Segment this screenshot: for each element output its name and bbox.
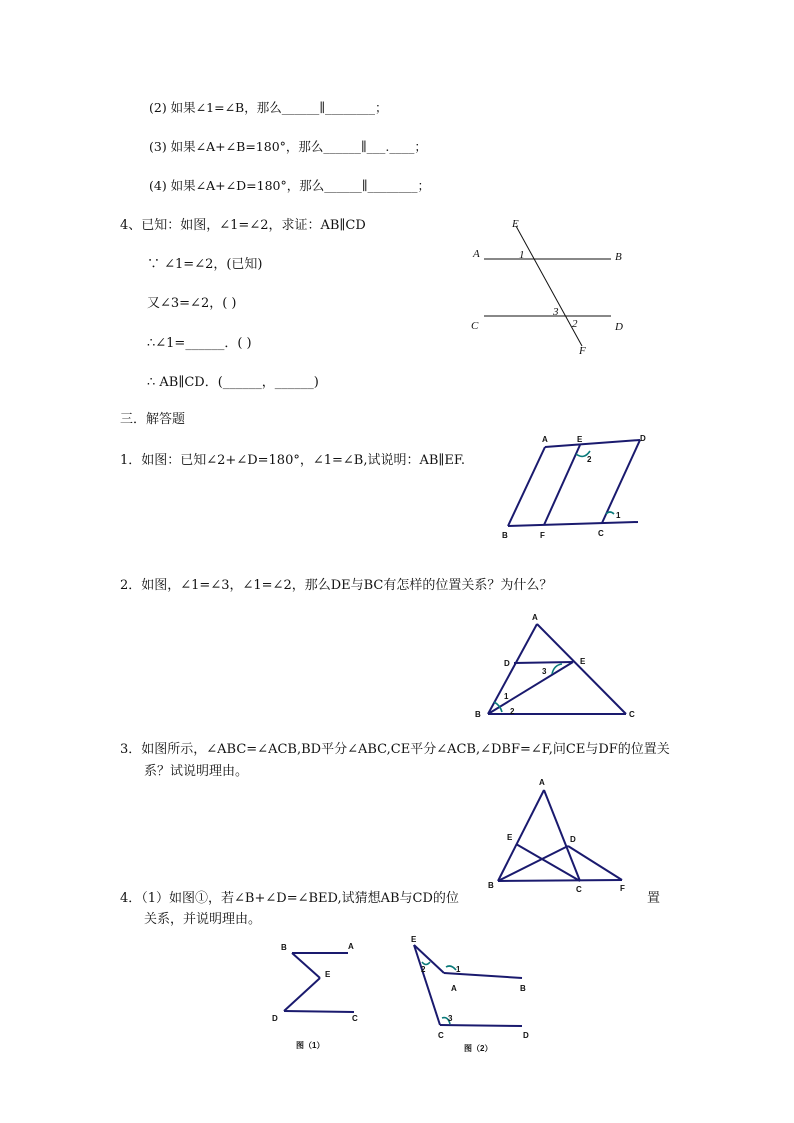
angle-1: 1 [504,692,509,701]
fill-item-4: (4) 如果∠A+∠D=180°，那么______∥________； [149,178,431,193]
angle-1: 1 [456,965,461,974]
label-E: E [411,935,417,944]
fill-item-3: (3) 如果∠A+∠B=180°，那么______∥___.____； [149,139,427,154]
figure-problem-1 [498,430,646,542]
problem-2: 2．如图，∠1=∠3，∠1=∠2，那么DE与BC有怎样的位置关系？为什么？ [120,578,553,593]
angle-2: 2 [510,707,515,716]
label-D: D [523,1031,529,1040]
angle-2: 2 [421,965,426,974]
label-D: D [504,659,510,668]
label-B: B [281,943,287,952]
label-A: A [542,435,548,444]
label-F: F [620,884,625,893]
label-B: B [488,881,494,890]
angle-2: 2 [572,318,578,330]
label-D: D [570,835,576,844]
label-A: A [473,248,480,260]
figure-problem-4-2 [404,930,544,1058]
label-D: D [640,434,646,443]
label-A: A [532,613,538,622]
problem-3-line-1: 3．如图所示，∠ABC=∠ACB,BD平分∠ABC,CE平分∠ACB,∠DBF=∠F,问CE与DF的位置关 [120,742,670,757]
q4-proof-line-2: 又∠3=∠2，( ) [147,296,237,311]
angle-3: 3 [542,667,547,676]
angle-1: 1 [519,249,525,261]
label-B: B [615,251,622,263]
label-C: C [352,1014,358,1023]
label-E: E [512,218,519,230]
figure-caption-1: 图（1） [296,1041,325,1050]
label-E: E [507,833,513,842]
label-D: D [615,321,623,333]
label-C: C [438,1031,444,1040]
label-A: A [348,942,354,951]
q4-proof-line-3: ∴∠1=______．( ) [147,336,252,351]
angle-3: 3 [553,306,559,318]
label-F: F [540,531,545,540]
label-C: C [471,320,479,332]
label-E: E [580,657,586,666]
figure-caption-2: 图（2） [464,1044,493,1053]
label-B: B [475,710,481,719]
problem-4-line-1: 4．（1）如图①，若∠B+∠D=∠BED,试猜想AB与CD的位 [120,891,459,906]
label-A: A [451,984,457,993]
angle-3: 3 [448,1014,453,1023]
label-D: D [272,1014,278,1023]
label-F: F [579,345,586,357]
label-C: C [576,885,582,894]
problem-4-line-2: 关系，并说明理由。 [144,912,262,927]
problem-3-line-2: 系？试说明理由。 [144,764,249,779]
problem-1: 1．如图：已知∠2+∠D=180°，∠1=∠B,试说明：AB∥EF. [120,453,466,468]
angle-1: 1 [616,511,621,520]
label-B: B [502,531,508,540]
label-C: C [598,529,604,538]
q4-title: 4、已知：如图，∠1=∠2，求证：AB∥CD [120,218,366,233]
q4-proof-line-1: ∵ ∠1=∠2，(已知) [147,257,263,272]
problem-4-tail: 置 [647,891,661,906]
figure-problem-4-1 [266,936,376,1056]
figure-problem-2 [472,612,642,722]
angle-2: 2 [587,455,592,464]
label-E: E [577,435,583,444]
label-E: E [325,970,331,979]
label-A: A [539,778,545,787]
section-heading: 三．解答题 [120,412,186,427]
label-B: B [520,984,526,993]
figure-problem-3 [484,776,634,894]
figure-parallel-transversal [466,214,636,362]
label-C: C [629,710,635,719]
q4-proof-line-4: ∴ AB∥CD．(______，______) [147,375,319,390]
fill-item-2: (2) 如果∠1=∠B，那么______∥________； [149,100,388,115]
